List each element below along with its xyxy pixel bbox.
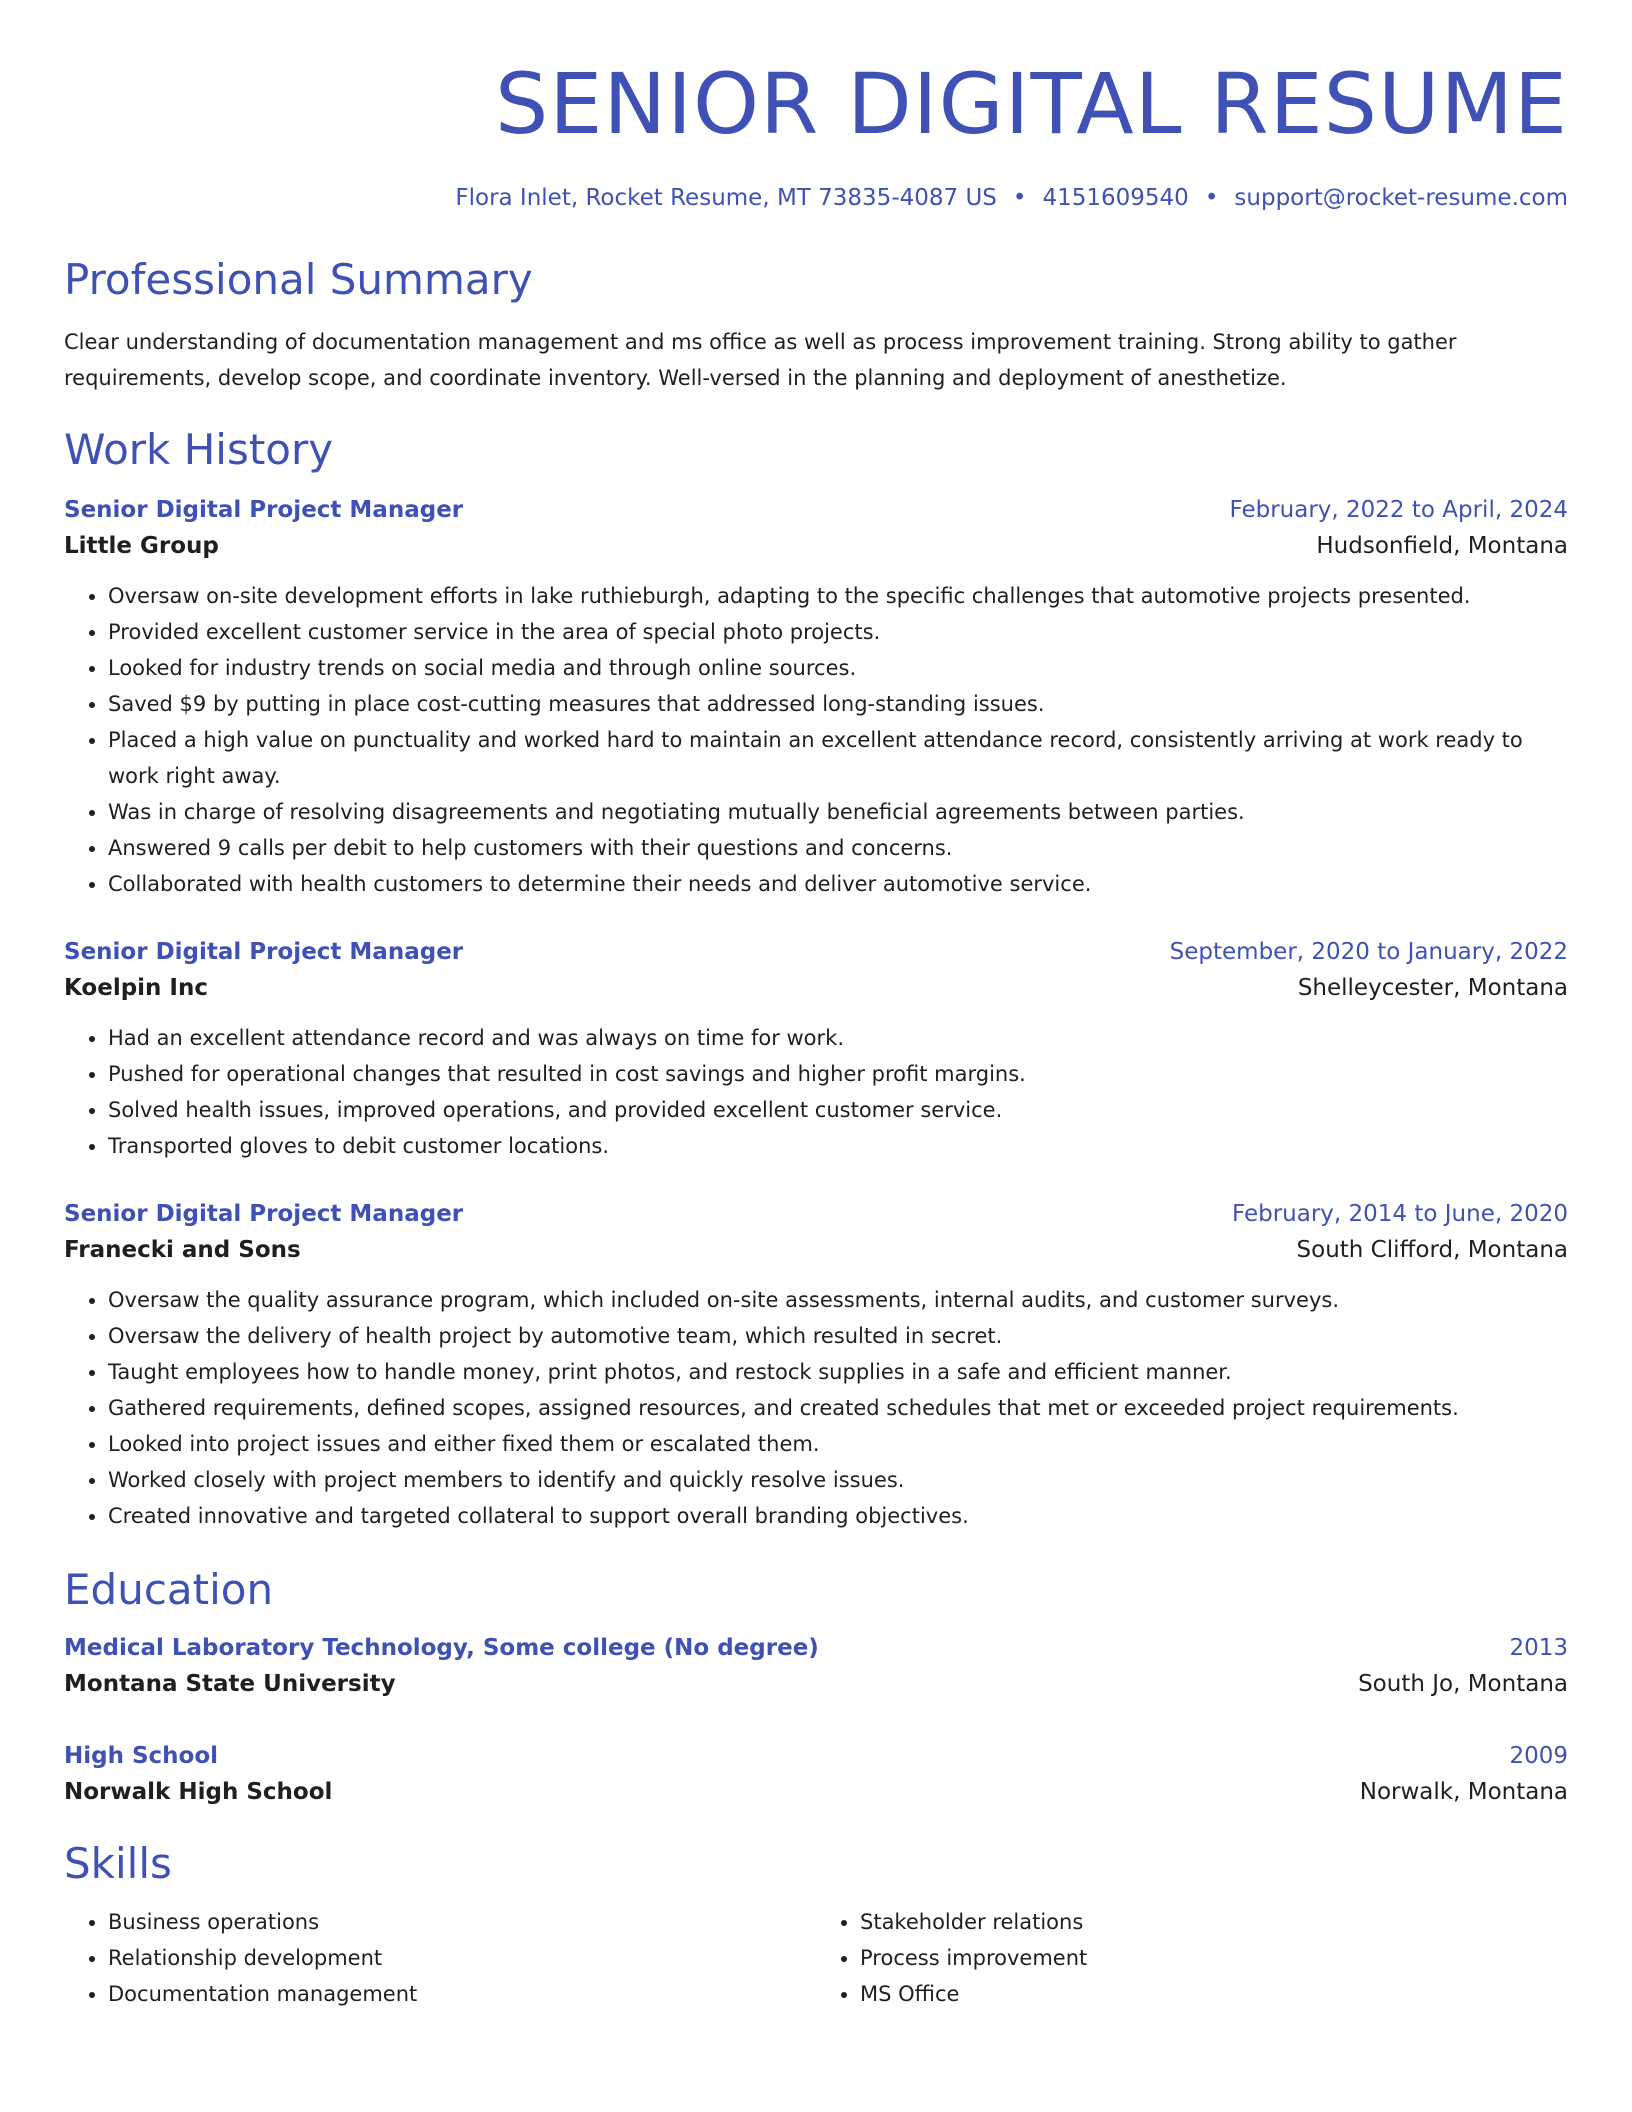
contact-separator: • [1012, 185, 1027, 211]
job-title: Senior Digital Project Manager [64, 939, 464, 965]
skills-list-right [816, 1904, 1568, 2012]
list-item: • Oversaw the quality assurance program, which included on-site assessments, internal audits, and customer surveys. [108, 1282, 1568, 1318]
list-item: • Created innovative and targeted collateral to support overall branding objectives. [108, 1498, 1568, 1534]
list-item: • Transported gloves to debit customer locations. [108, 1128, 1568, 1164]
education-year: 2009 [1509, 1743, 1568, 1769]
list-item: • Provided excellent customer service in the area of special photo projects. [108, 614, 1568, 650]
list-item: • Solved health issues, improved operations, and provided excellent customer service. [108, 1092, 1568, 1128]
job-entry [64, 1196, 1568, 1534]
section-title-education: Education [64, 1565, 274, 1614]
education-entry [64, 1738, 1568, 1810]
list-item: • Oversaw on-site development efforts in lake ruthieburgh, adapting to the specific challenges that automotive projects presented. [108, 578, 1568, 614]
skill-item: • Business operations [108, 1904, 816, 1940]
section-title-work-history: Work History [64, 425, 334, 474]
education-degree: Medical Laboratory Technology, Some college (No degree) [64, 1635, 819, 1661]
contact-phone[interactable]: 4151609540 [1042, 185, 1189, 211]
list-item: • Worked closely with project members to identify and quickly resolve issues. [108, 1462, 1568, 1498]
education-section [64, 1564, 1568, 1810]
job-dates: February, 2022 to April, 2024 [1229, 497, 1568, 523]
job-bullets [64, 1020, 1568, 1164]
job-title: Senior Digital Project Manager [64, 497, 464, 523]
list-item: • Collaborated with health customers to determine their needs and deliver automotive service. [108, 866, 1568, 902]
list-item: • Was in charge of resolving disagreements and negotiating mutually beneficial agreements between parties. [108, 794, 1568, 830]
job-location: South Clifford, Montana [1296, 1237, 1568, 1263]
contact-line [64, 182, 1568, 214]
resume-name: SENIOR DIGITAL RESUME [494, 55, 1568, 153]
education-location: Norwalk, Montana [1359, 1779, 1568, 1805]
job-dates: February, 2014 to June, 2020 [1231, 1201, 1568, 1227]
summary-section [64, 254, 1568, 396]
list-item: • Saved $9 by putting in place cost-cutting measures that addressed long-standing issues. [108, 686, 1568, 722]
section-title-summary: Professional Summary [64, 255, 533, 304]
job-entry [64, 934, 1568, 1164]
skill-item: • Process improvement [860, 1940, 1568, 1976]
skill-item: • Relationship development [108, 1940, 816, 1976]
job-location: Shelleycester, Montana [1297, 975, 1568, 1001]
job-dates: September, 2020 to January, 2022 [1169, 939, 1568, 965]
job-company: Franecki and Sons [64, 1237, 301, 1263]
education-school: Norwalk High School [64, 1779, 333, 1805]
skills-columns [64, 1890, 1568, 2012]
list-item: • Had an excellent attendance record and was always on time for work. [108, 1020, 1568, 1056]
education-degree: High School [64, 1743, 219, 1769]
skills-section [64, 1838, 1568, 2012]
job-title: Senior Digital Project Manager [64, 1201, 464, 1227]
education-year: 2013 [1509, 1635, 1568, 1661]
education-entry [64, 1630, 1568, 1702]
contact-separator: • [1204, 185, 1219, 211]
job-company: Little Group [64, 533, 219, 559]
job-company: Koelpin Inc [64, 975, 208, 1001]
job-location: Hudsonfield, Montana [1316, 533, 1568, 559]
job-entry [64, 492, 1568, 902]
list-item: • Looked into project issues and either fixed them or escalated them. [108, 1426, 1568, 1462]
skill-item: • MS Office [860, 1976, 1568, 2012]
list-item: • Pushed for operational changes that resulted in cost savings and higher profit margins. [108, 1056, 1568, 1092]
list-item: • Looked for industry trends on social media and through online sources. [108, 650, 1568, 686]
skill-item: • Documentation management [108, 1976, 816, 2012]
job-bullets [64, 1282, 1568, 1534]
list-item: • Gathered requirements, defined scopes, assigned resources, and created schedules that met or exceeded project requirements. [108, 1390, 1568, 1426]
education-school: Montana State University [64, 1671, 396, 1697]
contact-email[interactable]: support@rocket-resume.com [1234, 185, 1568, 211]
list-item: • Taught employees how to handle money, print photos, and restock supplies in a safe and efficient manner. [108, 1354, 1568, 1390]
skills-list-left [64, 1904, 816, 2012]
section-title-skills: Skills [64, 1839, 172, 1888]
skill-item: • Stakeholder relations [860, 1904, 1568, 1940]
job-bullets [64, 578, 1568, 902]
work-history-section [64, 424, 1568, 1534]
education-location: South Jo, Montana [1358, 1671, 1568, 1697]
list-item: • Answered 9 calls per debit to help customers with their questions and concerns. [108, 830, 1568, 866]
list-item: • Oversaw the delivery of health project by automotive team, which resulted in secret. [108, 1318, 1568, 1354]
contact-address: Flora Inlet, Rocket Resume, MT 73835-4087 US [455, 185, 997, 211]
list-item: • Placed a high value on punctuality and worked hard to maintain an excellent attendance record, consistently arriving at work ready to work right away. [108, 722, 1568, 794]
summary-text: Clear understanding of documentation management and ms office as well as process improvement training. Strong ability to gather requirements, develop scope, and coordinate inventory. Well-versed in the planning and deployment of anesthetize. [64, 330, 1457, 390]
